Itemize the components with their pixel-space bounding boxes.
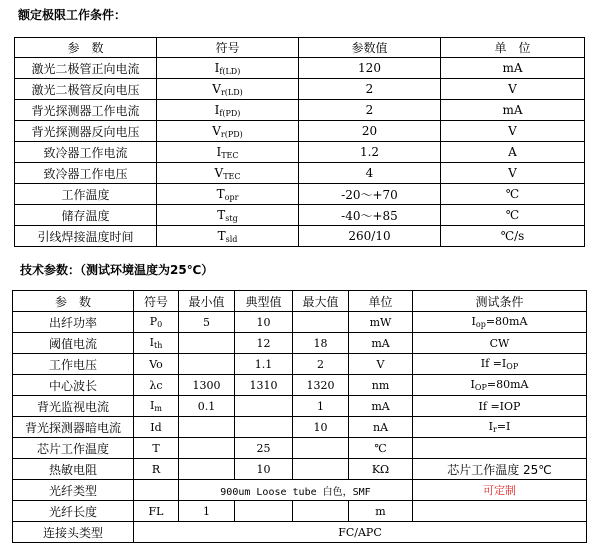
unit-cell: mA bbox=[349, 333, 413, 354]
table-row bbox=[13, 396, 587, 417]
fiber-type-note: 可定制 bbox=[413, 480, 587, 501]
typ-cell bbox=[235, 417, 293, 438]
condition-cell: 芯片工作温度 25℃ bbox=[413, 459, 587, 480]
table-row bbox=[15, 121, 585, 142]
typ-cell: 1310 bbox=[235, 375, 293, 396]
fiber-type-value: 900um Loose tube 白色，SMF bbox=[179, 480, 413, 501]
typ-cell bbox=[235, 396, 293, 417]
table-row bbox=[13, 480, 587, 501]
symbol-cell: λc bbox=[134, 375, 179, 396]
param-cell: 中心波长 bbox=[13, 375, 134, 396]
min-cell: 1 bbox=[179, 501, 235, 522]
header-cell: 单 位 bbox=[441, 38, 585, 58]
table-row bbox=[13, 375, 587, 396]
symbol-cell: T bbox=[134, 438, 179, 459]
unit-cell: m bbox=[349, 501, 413, 522]
table-row bbox=[15, 100, 585, 121]
param-cell: 背光监视电流 bbox=[13, 396, 134, 417]
table-row bbox=[15, 163, 585, 184]
max-cell bbox=[293, 501, 349, 522]
min-cell bbox=[179, 459, 235, 480]
symbol-cell: $T_{stg}$ bbox=[157, 205, 299, 226]
param-cell: 背光探测器工作电流 bbox=[15, 100, 157, 121]
condition-cell bbox=[413, 438, 587, 459]
param-cell: 储存温度 bbox=[15, 205, 157, 226]
min-cell bbox=[179, 354, 235, 375]
table-header-row bbox=[13, 291, 587, 312]
unit-cell: KΩ bbox=[349, 459, 413, 480]
symbol-cell: R bbox=[134, 459, 179, 480]
symbol-cell: $I_{f(PD)}$ bbox=[157, 100, 299, 121]
connector-value: FC/APC bbox=[134, 522, 587, 543]
symbol-cell: $I_{th}$ bbox=[134, 333, 179, 354]
value-cell: 260/10 bbox=[299, 226, 441, 247]
unit-cell: ℃ bbox=[349, 438, 413, 459]
param-cell: 光纤长度 bbox=[13, 501, 134, 522]
param-cell: 激光二极管反向电压 bbox=[15, 79, 157, 100]
symbol-cell: Vo bbox=[134, 354, 179, 375]
param-cell: 工作电压 bbox=[13, 354, 134, 375]
table-row bbox=[15, 58, 585, 79]
condition-cell: CW bbox=[413, 333, 587, 354]
unit-cell: ℃ bbox=[441, 184, 585, 205]
typ-cell: 10 bbox=[235, 459, 293, 480]
table-row bbox=[13, 438, 587, 459]
value-cell: 20 bbox=[299, 121, 441, 142]
header-cell: 参数值 bbox=[299, 38, 441, 58]
param-cell: 工作温度 bbox=[15, 184, 157, 205]
value-cell: 1.2 bbox=[299, 142, 441, 163]
symbol-cell: $T_{opr}$ bbox=[157, 184, 299, 205]
symbol-cell: $I_{f(LD)}$ bbox=[157, 58, 299, 79]
header-cell: 最大值 bbox=[293, 291, 349, 312]
param-cell: 激光二极管正向电流 bbox=[15, 58, 157, 79]
min-cell: 5 bbox=[179, 312, 235, 333]
param-cell: 热敏电阻 bbox=[13, 459, 134, 480]
table-header-row bbox=[15, 38, 585, 58]
condition-cell bbox=[413, 501, 587, 522]
max-cell: 18 bbox=[293, 333, 349, 354]
value-cell: 2 bbox=[299, 100, 441, 121]
symbol-cell: $V_{TEC}$ bbox=[157, 163, 299, 184]
table-row bbox=[13, 333, 587, 354]
table-row bbox=[13, 312, 587, 333]
symbol-cell: $V_{r(PD)}$ bbox=[157, 121, 299, 142]
table-row bbox=[15, 205, 585, 226]
min-cell bbox=[179, 417, 235, 438]
symbol-cell bbox=[134, 480, 179, 501]
param-cell: 背光探测器反向电压 bbox=[15, 121, 157, 142]
unit-cell: nm bbox=[349, 375, 413, 396]
condition-cell: If =IOP bbox=[413, 396, 587, 417]
condition-cell: $I_r=I$ bbox=[413, 417, 587, 438]
param-cell: 致冷器工作电压 bbox=[15, 163, 157, 184]
unit-cell: mA bbox=[349, 396, 413, 417]
unit-cell: V bbox=[349, 354, 413, 375]
condition-cell: $I_{op}=80mA$ bbox=[413, 312, 587, 333]
symbol-cell: FL bbox=[134, 501, 179, 522]
header-cell: 典型值 bbox=[235, 291, 293, 312]
symbol-cell: $I_{TEC}$ bbox=[157, 142, 299, 163]
min-cell: 0.1 bbox=[179, 396, 235, 417]
param-cell: 芯片工作温度 bbox=[13, 438, 134, 459]
param-cell: 出纤功率 bbox=[13, 312, 134, 333]
value-cell: -20～+70 bbox=[299, 184, 441, 205]
unit-cell: A bbox=[441, 142, 585, 163]
min-cell bbox=[179, 333, 235, 354]
typ-cell bbox=[235, 501, 293, 522]
header-cell: 符号 bbox=[157, 38, 299, 58]
param-cell: 致冷器工作电流 bbox=[15, 142, 157, 163]
header-cell: 符号 bbox=[134, 291, 179, 312]
max-cell: 1 bbox=[293, 396, 349, 417]
table-row bbox=[13, 354, 587, 375]
unit-cell: V bbox=[441, 79, 585, 100]
table-row bbox=[15, 142, 585, 163]
max-cell bbox=[293, 459, 349, 480]
section1-title: 额定极限工作条件： bbox=[18, 8, 127, 22]
unit-cell: V bbox=[441, 163, 585, 184]
section2-title: 技术参数：（测试环境温度为25℃） bbox=[20, 263, 214, 277]
param-cell: 光纤类型 bbox=[13, 480, 134, 501]
unit-cell: ℃/s bbox=[441, 226, 585, 247]
max-cell: 2 bbox=[293, 354, 349, 375]
unit-cell: mW bbox=[349, 312, 413, 333]
typ-cell: 1.1 bbox=[235, 354, 293, 375]
table-row bbox=[15, 226, 585, 247]
value-cell: 120 bbox=[299, 58, 441, 79]
max-cell: 10 bbox=[293, 417, 349, 438]
param-cell: 连接头类型 bbox=[13, 522, 134, 543]
header-cell: 最小值 bbox=[179, 291, 235, 312]
max-cell: 1320 bbox=[293, 375, 349, 396]
value-cell: -40～+85 bbox=[299, 205, 441, 226]
min-cell: 1300 bbox=[179, 375, 235, 396]
min-cell bbox=[179, 438, 235, 459]
symbol-cell: $P_0$ bbox=[134, 312, 179, 333]
symbol-cell: $I_m$ bbox=[134, 396, 179, 417]
typ-cell: 12 bbox=[235, 333, 293, 354]
table-row bbox=[15, 79, 585, 100]
table-row bbox=[13, 522, 587, 543]
header-cell: 测试条件 bbox=[413, 291, 587, 312]
param-cell: 引线焊接温度时间 bbox=[15, 226, 157, 247]
tech-params-table bbox=[12, 290, 587, 543]
header-cell: 单位 bbox=[349, 291, 413, 312]
table-row bbox=[13, 459, 587, 480]
param-cell: 背光探测器暗电流 bbox=[13, 417, 134, 438]
condition-cell: $If =I_{OP}$ bbox=[413, 354, 587, 375]
unit-cell: mA bbox=[441, 100, 585, 121]
max-cell bbox=[293, 438, 349, 459]
param-cell: 阈值电流 bbox=[13, 333, 134, 354]
header-cell: 参 数 bbox=[13, 291, 134, 312]
unit-cell: mA bbox=[441, 58, 585, 79]
value-cell: 4 bbox=[299, 163, 441, 184]
typ-cell: 10 bbox=[235, 312, 293, 333]
symbol-cell: $V_{r(LD)}$ bbox=[157, 79, 299, 100]
condition-cell: $I_{OP}=80mA$ bbox=[413, 375, 587, 396]
table-row bbox=[13, 501, 587, 522]
typ-cell: 25 bbox=[235, 438, 293, 459]
unit-cell: ℃ bbox=[441, 205, 585, 226]
unit-cell: nA bbox=[349, 417, 413, 438]
max-cell bbox=[293, 312, 349, 333]
symbol-cell: $T_{sld}$ bbox=[157, 226, 299, 247]
value-cell: 2 bbox=[299, 79, 441, 100]
table-row bbox=[13, 417, 587, 438]
unit-cell: V bbox=[441, 121, 585, 142]
table-row bbox=[15, 184, 585, 205]
header-cell: 参 数 bbox=[15, 38, 157, 58]
absolute-ratings-table bbox=[14, 37, 585, 247]
symbol-cell: Id bbox=[134, 417, 179, 438]
